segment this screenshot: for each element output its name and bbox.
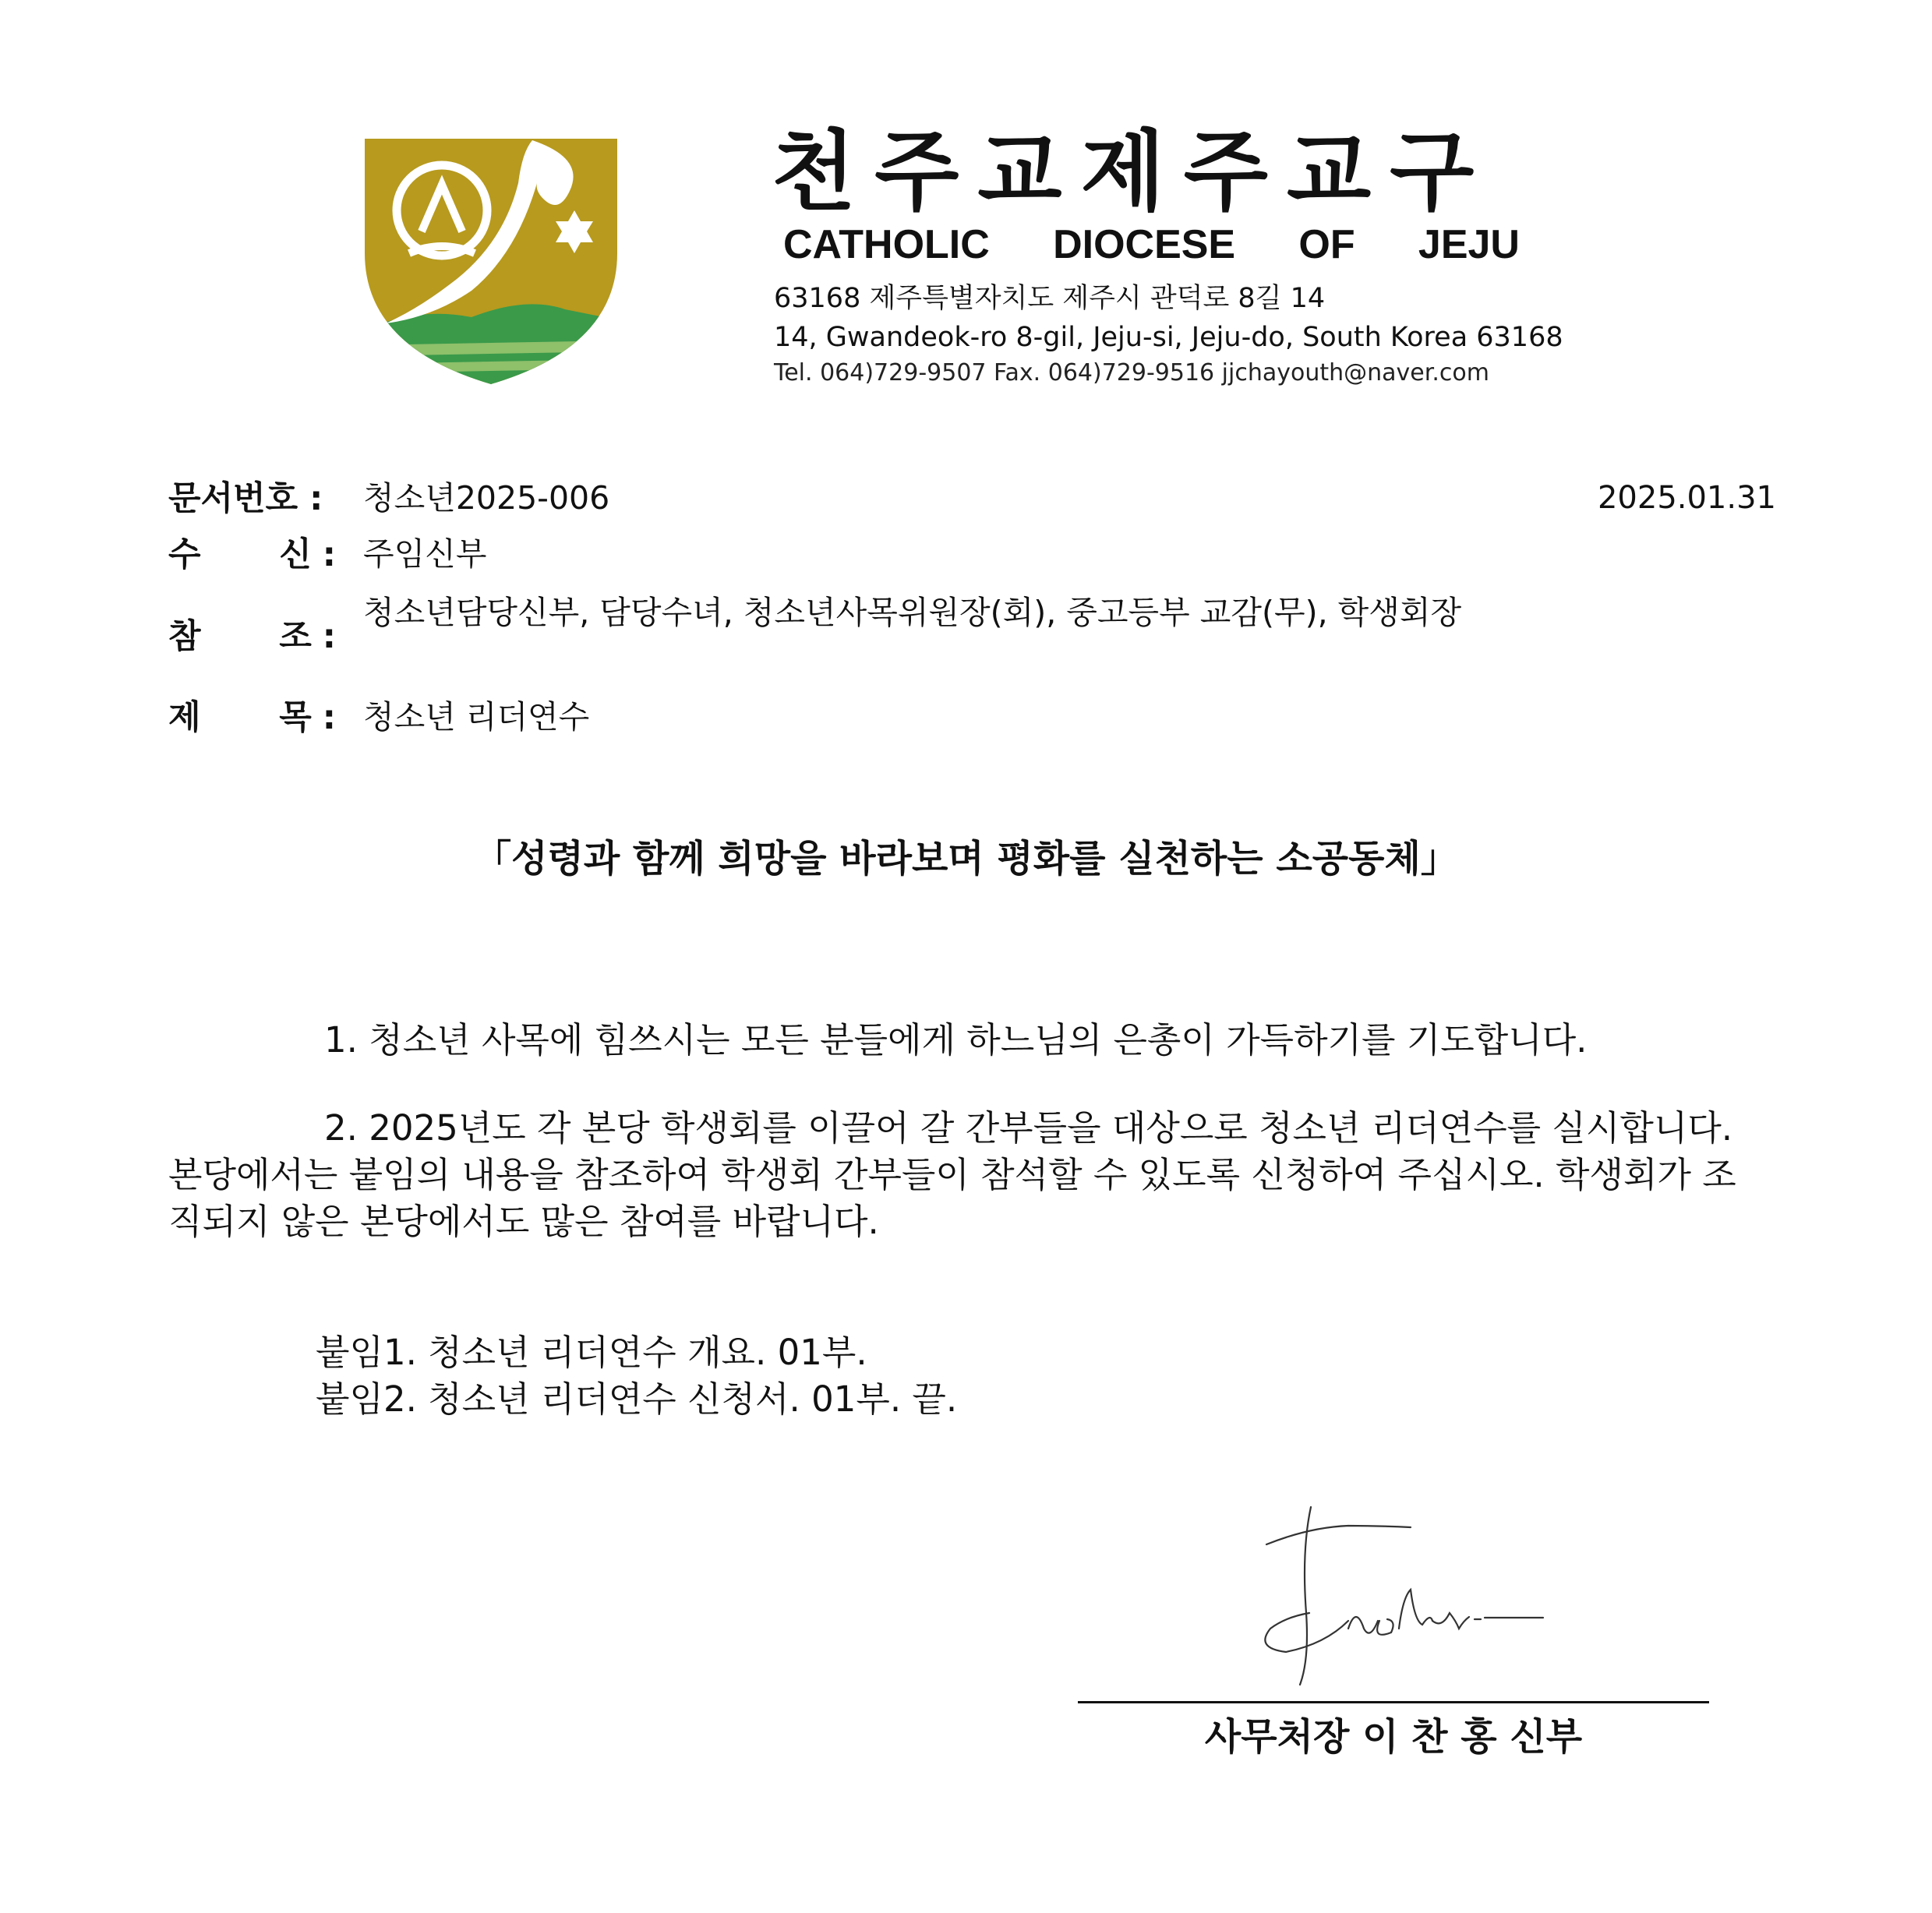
label-colon: : (322, 535, 336, 574)
doc-number-value: 청소년2025-006 (363, 479, 610, 517)
document-date: 2025.01.31 (1597, 480, 1776, 516)
label-colon: : (322, 617, 336, 656)
handwritten-signature (1255, 1504, 1551, 1691)
org-name-word: JEJU (1418, 222, 1520, 267)
subject-label (168, 698, 336, 737)
subject-value: 청소년 리더연수 (363, 698, 590, 736)
label-char: 목 (279, 698, 312, 737)
org-name-korean: 천주교제주교구 (772, 122, 1493, 223)
label-char: 수 (168, 535, 201, 574)
contact-info: Tel. 064)729-9507 Fax. 064)729-9516 jjchayouth@naver.com (774, 359, 1489, 386)
address-english: 14, Gwandeok-ro 8-gil, Jeju-si, Jeju-do, South Korea 63168 (774, 322, 1563, 353)
org-name-english (783, 224, 1520, 265)
body-paragraph-2 (168, 1105, 1743, 1245)
paragraph-text: 2. 2025년도 각 본당 학생회를 이끌어 갈 간부들을 대상으로 청소년 리더연수를 실시합니다. 본당에서는 붙임의 내용을 참조하여 학생회 간부들이 참석할 수 있도록 신청하여 주십시오. 학생회가 조직되지 않은 본당에서도 많은 참여를 바랍니다. (168, 1107, 1736, 1242)
org-name-word: OF (1298, 222, 1355, 267)
label-char: 제 (168, 698, 201, 737)
attachment-1: 붙임1. 청소년 리더연수 개요. 01부. (316, 1332, 867, 1373)
reference-label (168, 617, 336, 656)
address-korean: 63168 제주특별자치도 제주시 관덕로 8길 14 (774, 283, 1326, 314)
label-char: 조 (279, 617, 312, 656)
label-colon: : (322, 698, 336, 737)
attachment-2: 붙임2. 청소년 리더연수 신청서. 01부. 끝. (316, 1378, 958, 1420)
recipient-value: 주임신부 (363, 535, 487, 573)
label-char: 참 (168, 617, 201, 656)
org-name-word: CATHOLIC (783, 222, 990, 267)
signer-name: 사무처장 이 찬 홍 신부 (1204, 1715, 1583, 1759)
doc-number-label-text: 문서번호 : (168, 479, 323, 518)
slogan: 「성령과 함께 희망을 바라보며 평화를 실천하는 소공동체」 (474, 837, 1458, 881)
doc-number-label (168, 479, 336, 518)
reference-value: 청소년담당신부, 담당수녀, 청소년사목위원장(회), 중고등부 교감(무), 학생회장 (363, 594, 1462, 631)
paragraph-text: 1. 청소년 사목에 힘쓰시는 모든 분들에게 하느님의 은총이 가득하기를 기도합니다. (324, 1019, 1588, 1061)
org-name-word: DIOCESE (1053, 222, 1236, 267)
recipient-label (168, 535, 336, 574)
label-char: 신 (279, 535, 312, 574)
diocese-logo (362, 136, 620, 386)
signature-line (1078, 1701, 1709, 1703)
body-paragraph-1 (168, 1017, 1743, 1064)
